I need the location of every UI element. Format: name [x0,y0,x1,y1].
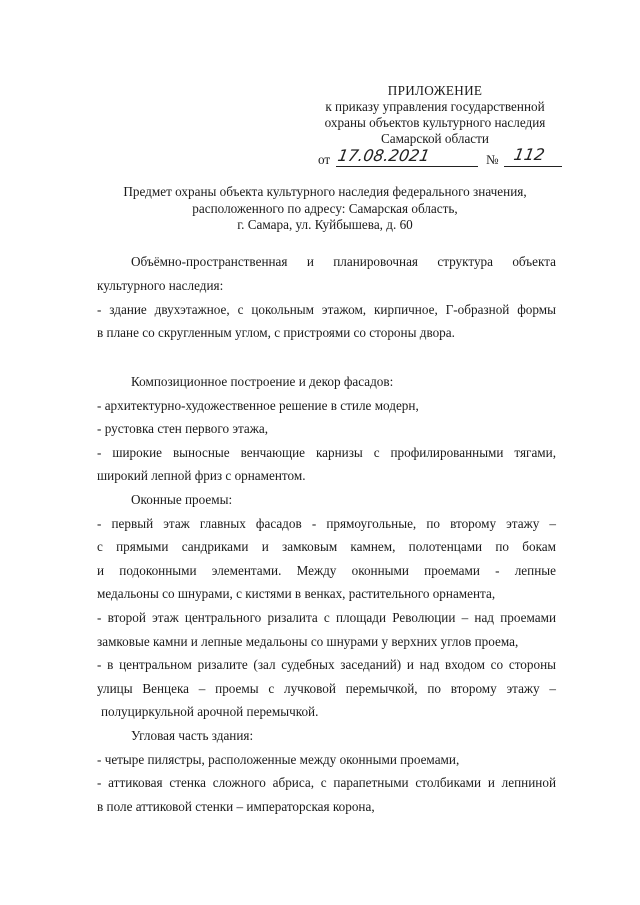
body-line: - архитектурно-художественное решение в стиле модерн, [97,398,419,413]
body-line: в плане со скругленным углом, с пристроями со стороны двора. [97,325,455,340]
order-date-handwritten: 17.08.2021 [336,146,432,165]
date-underline [336,166,478,167]
appendix-line-1: к приказу управления государственной [325,99,545,114]
body-line: - здание двухэтажное, с цокольным этажом, кирпичное, Г-образной формы [97,302,556,317]
body-line: - широкие выносные венчающие карнизы с профилированными тягами, [97,445,556,460]
body-line: и подоконными элементами. Между оконными проемами - лепные [97,563,556,578]
body-line: - рустовка стен первого этажа, [97,421,269,436]
number-underline [504,166,562,167]
body-line: - второй этаж центрального ризалита с площади Революции – над проемами [97,610,556,625]
number-label: № [486,152,499,167]
order-date-number [318,145,568,172]
body-line: культурного наследия: [97,278,224,293]
body-line: - четыре пилястры, расположенные между оконными проемами, [97,752,460,767]
body-line: медальоны со шнурами, с кистями в венках, растительного орнамента, [97,586,496,601]
body-line: Оконные проемы: [131,492,233,507]
body-line: замковые камни и лепные медальоны со шнурами у верхних углов проема, [97,634,519,649]
body-line: улицы Венцека – проемы с лучковой перемычкой, по второму этажу – [97,681,556,696]
date-prefix: от [318,152,331,167]
appendix-line-3: Самарской области [381,131,489,146]
appendix-title: ПРИЛОЖЕНИЕ [387,83,483,98]
body-line: с прямыми сандриками и замковым камнем, полотенцами по бокам [97,539,556,554]
body-line: - в центральном ризалите (зал судебных заседаний) и над входом со стороны [97,657,556,672]
body-line: - первый этаж главных фасадов - прямоугольные, по второму этажу – [97,516,556,531]
body-line: Объёмно-пространственная и планировочная структура объекта [131,254,556,269]
protection-subject-title [95,184,555,234]
body-line: - аттиковая стенка сложного абриса, с парапетными столбиками и лепниной [97,775,556,790]
body-line: полуциркульной арочной перемычкой. [101,704,319,719]
appendix-header [300,83,570,147]
subject-line-3: г. Самара, ул. Куйбышева, д. 60 [237,217,413,232]
body-line: Композиционное построение и декор фасадов: [131,374,394,389]
appendix-line-2: охраны объектов культурного наследия [324,115,546,130]
subject-line-1: Предмет охраны объекта культурного наследия федерального значения, [123,184,527,199]
subject-line-2: расположенного по адресу: Самарская область, [192,200,458,216]
body-line: Угловая часть здания: [131,728,254,743]
order-number-handwritten: 112 [512,145,547,164]
body-line: в поле аттиковой стенки – императорская корона, [97,799,375,814]
body-line: широкий лепной фриз с орнаментом. [97,468,306,483]
